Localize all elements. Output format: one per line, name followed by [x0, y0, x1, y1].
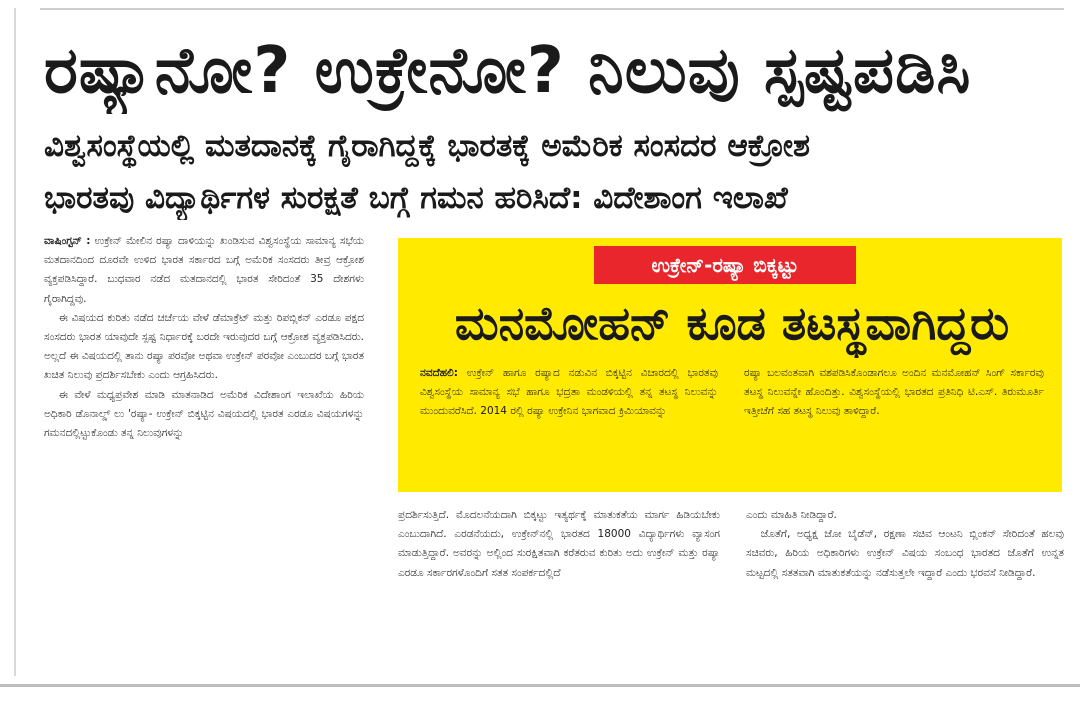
- main-story-continuation-3: ಜೊತೆಗೆ, ಅಧ್ಯಕ್ಷ ಜೋ ಬೈಡೆನ್, ರಕ್ಷಣಾ ಸಚಿವ ಆಂಟನಿ ಬ್ಲಿಂಕನ್ ಸೇರಿದಂತೆ ಹಲವು ಸಚಿವರು, ಹಿರಿಯ ಅಧಿಕಾರಿಗಳು ಉಕ್ರೇನ್ ವಿಷಯ ಸಂಬಂಧ ಭಾರತದ ಜೊತೆಗೆ ಉನ್ನತ ಮಟ್ಟದಲ್ಲಿ ಸತತವಾಗಿ ಮಾತುಕತೆಯನ್ನು ನಡೆಸುತ್ತಲೇ ಇದ್ದಾರೆ ಎಂದು ಭರವಸೆ ನೀಡಿದ್ದಾರೆ.: [746, 528, 1064, 579]
- headline: ರಷ್ಯಾನೋ? ಉಕ್ರೇನೋ? ನಿಲುವು ಸ್ಪಷ್ಟಪಡಿಸಿ: [44, 34, 972, 108]
- sidebar-text-b: ರಷ್ಯಾ ಬಲವಂತವಾಗಿ ವಶಪಡಿಸಿಕೊಂಡಾಗಲೂ ಅಂದಿನ ಮನಮೋಹನ್ ಸಿಂಗ್ ಸರ್ಕಾರವು ತಟಸ್ಥ ನಿಲುವನ್ನೇ ಹೊಂದಿತ್ತು. ವಿಶ್ವಸಂಸ್ಥೆಯಲ್ಲಿ ಭಾರತದ ಪ್ರತಿನಿಧಿ ಟಿ.ಎಸ್. ತಿರುಮೂರ್ತಿ ಇತ್ತೀಚೆಗೆ ಸಹ ತಟಸ್ಥ ನಿಲುವು ತಾಳಿದ್ದಾರೆ.: [744, 367, 1044, 418]
- sidebar-column-1: [420, 364, 718, 484]
- sidebar-tag: ಉಕ್ರೇನ್-ರಷ್ಯಾ ಬಿಕ್ಕಟ್ಟು: [594, 246, 856, 284]
- main-story-column-2: [398, 506, 720, 682]
- main-story-paragraph-1: [44, 232, 364, 309]
- main-story-continuation-1: ಪ್ರದರ್ಶಿಸುತ್ತಿದೆ. ಮೊದಲನೆಯದಾಗಿ ಬಿಕ್ಕಟ್ಟು ಇತ್ಯರ್ಥಕ್ಕೆ ಮಾತುಕತೆಯ ಮಾರ್ಗ ಹಿಡಿಯಬೇಕು ಎಂಬುದಾಗಿದೆ. ಎರಡನೆಯದು, ಉಕ್ರೇನ್‌ನಲ್ಲಿ ಭಾರತದ 18000 ವಿದ್ಯಾರ್ಥಿಗಳು ವ್ಯಾಸಂಗ ಮಾಡುತ್ತಿದ್ದಾರೆ. ಅವರನ್ನು ಅಲ್ಲಿಂದ ಸುರಕ್ಷಿತವಾಗಿ ಕರೆತರುವ ಕುರಿತು ಅದು ಉಕ್ರೇನ್ ಮತ್ತು ರಷ್ಯಾ ಎರಡೂ ಸರ್ಕಾರಗಳೊಂದಿಗೆ ಸತತ ಸಂಪರ್ಕದಲ್ಲಿದೆ: [398, 509, 720, 579]
- main-story-dateline: ವಾಷಿಂಗ್ಟನ್ :: [44, 235, 91, 247]
- main-story-column-1: [44, 232, 364, 682]
- main-story-paragraph-3: ಈ ವೇಳೆ ಮಧ್ಯಪ್ರವೇಶ ಮಾಡಿ ಮಾತನಾಡಿದ ಅಮೆರಿಕ ವಿದೇಶಾಂಗ ಇಲಾಖೆಯ ಹಿರಿಯ ಅಧಿಕಾರಿ ಡೊನಾಲ್ಡ್ ಲು 'ರಷ್ಯಾ- ಉಕ್ರೇನ್ ಬಿಕ್ಕಟ್ಟಿನ ವಿಷಯದಲ್ಲಿ ಭಾರತ ಎರಡೂ ವಿಷಯಗಳನ್ನು ಗಮನದಲ್ಲಿಟ್ಟುಕೊಂಡು ತನ್ನ ನಿಲುವುಗಳನ್ನು: [44, 388, 364, 440]
- bottom-rule: [0, 684, 1080, 687]
- main-story-continuation-2: ಎಂದು ಮಾಹಿತಿ ನೀಡಿದ್ದಾರೆ.: [746, 509, 837, 521]
- main-story-paragraph-2: ಈ ವಿಷಯದ ಕುರಿತು ನಡೆದ ಚರ್ಚೆಯ ವೇಳೆ ಡೆಮಾಕ್ರೆಟ್ ಮತ್ತು ರಿಪಬ್ಲಿಕನ್ ಎರಡೂ ಪಕ್ಷದ ಸಂಸದರು ಭಾರತ ಯಾವುದೇ ಸ್ಪಷ್ಟ ನಿರ್ಧಾರಕ್ಕೆ ಬರದೇ ಇರುವುದರ ಬಗ್ಗೆ ಆಕ್ರೋಶ ವ್ಯಕ್ತಪಡಿಸಿದರು. ಅಲ್ಲದೆ ಈ ವಿಷಯದಲ್ಲಿ ತಾನು ರಷ್ಯಾ ಪರವೋ ಅಥವಾ ಉಕ್ರೇನ್ ಪರವೋ ಎಂಬುದರ ಬಗ್ಗೆ ಭಾರತ ಖಚಿತ ನಿಲುವು ಪ್ರದರ್ಶಿಸಬೇಕು ಎಂದು ಆಗ್ರಹಿಸಿದರು.: [44, 311, 364, 382]
- subheadline-2: ಭಾರತವು ವಿದ್ಯಾರ್ಥಿಗಳ ಸುರಕ್ಷತೆ ಬಗ್ಗೆ ಗಮನ ಹರಿಸಿದೆ: ವಿದೇಶಾಂಗ ಇಲಾಖೆ: [44, 180, 788, 216]
- sidebar-headline: ಮನಮೋಹನ್ ಕೂಡ ತಟಸ್ಥವಾಗಿದ್ದರು: [454, 296, 1010, 350]
- main-story-paragraph-1-text: ಉಕ್ರೇನ್ ಮೇಲಿನ ರಷ್ಯಾ ದಾಳಿಯನ್ನು ಖಂಡಿಸುವ ವಿಶ್ವಸಂಸ್ಥೆಯ ಸಾಮಾನ್ಯ ಸಭೆಯ ಮತದಾನದಿಂದ ದೂರವೇ ಉಳಿದ ಭಾರತ ಸರ್ಕಾರದ ಬಗ್ಗೆ ಅಮೆರಿಕ ಸಂಸದರು ತೀವ್ರ ಆಕ್ರೋಶ ವ್ಯಕ್ತಪಡಿಸಿದ್ದಾರೆ. ಬುಧವಾರ ನಡೆದ ಮತದಾನದಲ್ಲಿ ಭಾರತ ಸೇರಿದಂತೆ 35 ದೇಶಗಳು ಗೈರಾಗಿದ್ದವು.: [44, 235, 364, 305]
- sidebar-text-a: ಉಕ್ರೇನ್ ಹಾಗೂ ರಷ್ಯಾದ ನಡುವಿನ ಬಿಕ್ಕಟ್ಟಿನ ವಿಚಾರದಲ್ಲಿ ಭಾರತವು ವಿಶ್ವಸಂಸ್ಥೆಯ ಸಾಮಾನ್ಯ ಸಭೆ ಹಾಗೂ ಭದ್ರತಾ ಮಂಡಳಿಯಲ್ಲಿ ತನ್ನ ತಟಸ್ಥ ನಿಲುವನ್ನು ಮುಂದುವರೆಸಿದೆ. 2014 ರಲ್ಲಿ ರಷ್ಯಾ ಉಕ್ರೇನಿನ ಭಾಗವಾದ ಕ್ರಿಮಿಯಾವನ್ನು: [420, 367, 718, 418]
- sidebar-dateline: ನವದೆಹಲಿ:: [420, 367, 458, 379]
- column-rule: [14, 8, 16, 676]
- sidebar-column-2: [744, 364, 1044, 484]
- sidebar-box: [398, 238, 1062, 492]
- sidebar-paragraph-1: [420, 364, 718, 422]
- main-story-column-3: [746, 506, 1064, 682]
- subheadline-1: ವಿಶ್ವಸಂಸ್ಥೆಯಲ್ಲಿ ಮತದಾನಕ್ಕೆ ಗೈರಾಗಿದ್ದಕ್ಕೆ ಭಾರತಕ್ಕೆ ಅಮೆರಿಕ ಸಂಸದರ ಆಕ್ರೋಶ: [44, 128, 811, 164]
- top-rule: [40, 8, 1064, 10]
